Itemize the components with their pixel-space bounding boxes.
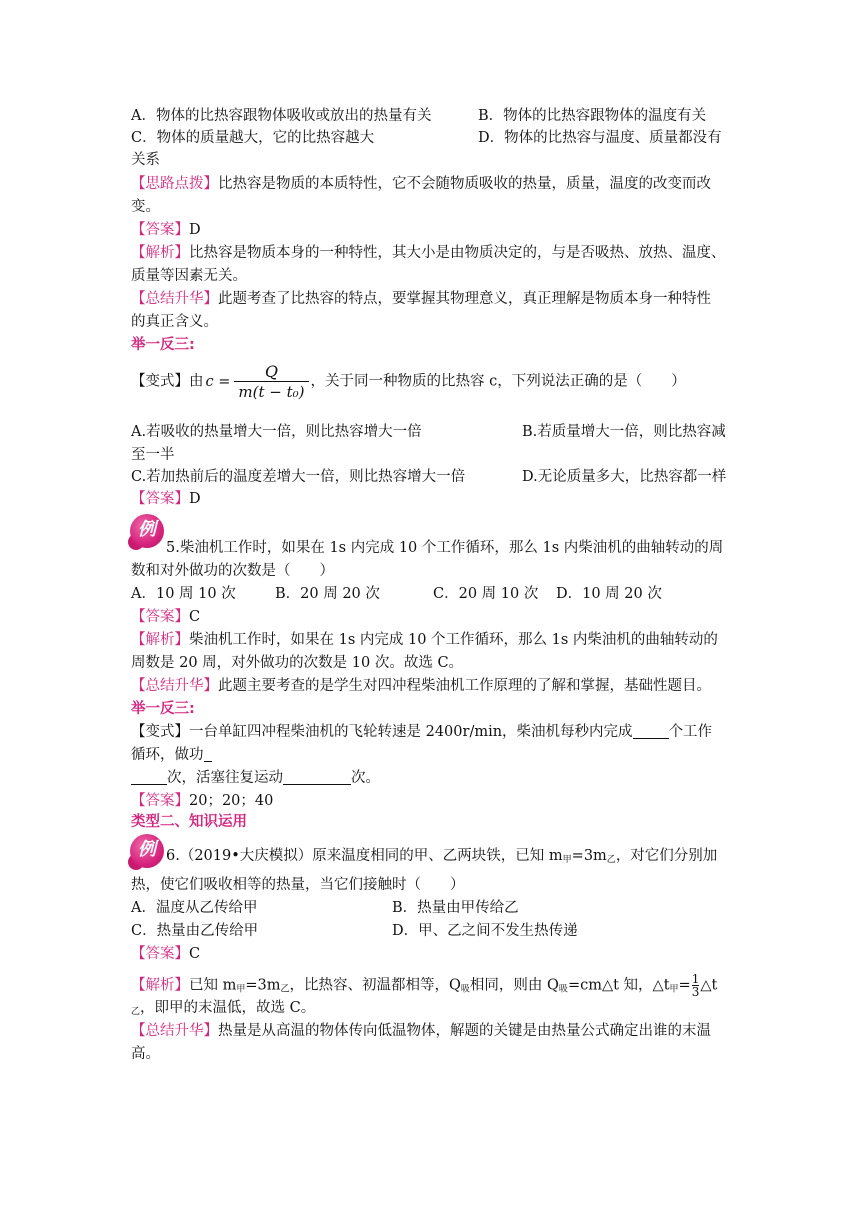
answer-blank[interactable]: [633, 722, 669, 739]
q5-option-a: A．10 周 10 次: [131, 586, 236, 602]
answer-tag: 【答案】: [131, 793, 189, 809]
practice-heading-1: 举一反三:: [131, 337, 195, 353]
answer-blank[interactable]: [283, 768, 351, 785]
variant-tag: 【变式】: [131, 724, 189, 740]
summary-tag: 【总结升华】: [131, 291, 218, 307]
answer-tag: 【答案】: [131, 946, 189, 962]
q4-option-b: B．物体的比热容跟物体的温度有关: [478, 108, 707, 124]
v5-answer: 【答案】20；20；40: [131, 793, 274, 809]
q5-answer: 【答案】C: [131, 609, 201, 625]
q5-option-c: C．20 周 10 次: [433, 586, 539, 602]
v5-stem-cont2: 次，活塞往复运动 次。: [131, 767, 732, 789]
v4-option-d: D.无论质量多大，比热容都一样: [522, 469, 727, 485]
answer-tag: 【答案】: [131, 491, 189, 507]
q6-summary: 【总结升华】热量是从高温的物体传向低温物体，解题的关键是由热量公式确定出谁的末温: [131, 1023, 711, 1039]
answer-tag: 【答案】: [131, 609, 189, 625]
answer-blank[interactable]: [204, 745, 212, 762]
example-badge-icon: 例: [130, 514, 164, 548]
summary-tag: 【总结升华】: [131, 1023, 218, 1039]
q6-option-d: D．甲、乙之间不发生热传递: [392, 923, 578, 939]
q5-option-b: B．20 周 20 次: [275, 586, 380, 602]
q6-analysis: 【解析】已知 $m_甲=3m_乙$，比热容、初温都相等，$Q_吸$相同，则由 $Q_吸=cm\triangle t$ 知，$\triangle t_甲=$ $\frac{1}{3}$ △t: [131, 972, 718, 999]
specific-heat-formula: $\frac{Q}{\text{m(t − t₀)}}$: [234, 362, 308, 401]
one-third-fraction: $\frac{1}{3}$: [691, 972, 700, 999]
q6-stem: 6.（2019•大庆模拟）原来温度相同的甲、乙两块铁，已知 $m_甲=3m_乙$，对它们分别加: [166, 848, 718, 865]
q6-summary-cont: 高。: [131, 1046, 160, 1062]
q4-option-a: A．物体的比热容跟物体吸收或放出的热量有关: [131, 108, 432, 124]
q6-analysis-cont: $_乙$，即甲的末温低，故选 C。: [131, 1000, 316, 1017]
q5-option-d: D．10 周 20 次: [556, 586, 662, 602]
q5-analysis-cont: 周数是 20 周，对外做功的次数是 10 次。故选 C。: [131, 655, 464, 671]
answer-tag: 【答案】: [131, 222, 189, 238]
q5-analysis: 【解析】柴油机工作时，如果在 1s 内完成 10 个工作循环，那么 1s 内柴油机的曲轴转动的: [131, 632, 718, 648]
v4-option-a: A.若吸收的热量增大一倍，则比热容增大一倍: [131, 424, 422, 440]
hint-tag: 【思路点拨】: [131, 176, 218, 192]
analysis-tag: 【解析】: [131, 632, 189, 648]
v4-option-b: B.若质量增大一倍，则比热容减: [522, 424, 726, 440]
q4-option-c: C．物体的质量越大，它的比热容越大: [131, 130, 375, 146]
q4-option-d-cont: 关系: [131, 152, 160, 168]
v4-option-b-cont: 至一半: [131, 447, 175, 463]
q5-stem: 5.柴油机工作时，如果在 1s 内完成 10 个工作循环，那么 1s 内柴油机的曲轴转动的周: [166, 540, 724, 556]
q4-hint-cont: 变。: [131, 199, 160, 215]
v4-option-c: C.若加热前后的温度差增大一倍，则比热容增大一倍: [131, 469, 466, 485]
q4-option-d: D．物体的比热容与温度、质量都没有: [478, 130, 722, 146]
q6-answer: 【答案】C: [131, 946, 201, 962]
q6-option-c: C．热量由乙传给甲: [131, 923, 259, 939]
q4-summary: 【总结升华】此题考查了比热容的特点，要掌握其物理意义，真正理解是物质本身一种特性: [131, 291, 711, 307]
q4-summary-cont: 的真正含义。: [131, 314, 218, 330]
summary-tag: 【总结升华】: [131, 678, 218, 694]
section-heading: 类型二、知识运用: [131, 814, 247, 830]
q4-answer: 【答案】D: [131, 222, 201, 238]
practice-heading-2: 举一反三:: [131, 701, 195, 717]
analysis-tag: 【解析】: [131, 245, 189, 261]
q5-stem-cont: 数和对外做功的次数是（ ）: [131, 563, 334, 579]
variant-tag: 【变式】: [131, 373, 189, 390]
q4-hint: 【思路点拨】比热容是物质的本质特性，它不会随物质吸收的热量，质量，温度的改变而改: [131, 176, 711, 192]
q6-stem-cont: 热，使它们吸收相等的热量，当它们接触时（ ）: [131, 877, 465, 893]
q4-analysis-cont: 质量等因素无关。: [131, 268, 247, 284]
analysis-tag: 【解析】: [131, 977, 189, 994]
q6-option-a: A．温度从乙传给甲: [131, 900, 258, 916]
v4-stem: 【变式】由 c = $\frac{Q}{\text{m(t − t₀)}}$ ，关于同一种物质的比热容 c，下列说法正确的是（ ）: [131, 362, 686, 401]
v5-stem: 【变式】一台单缸四冲程柴油机的飞轮转速是 2400r/min，柴油机每秒内完成 个工作: [131, 724, 713, 740]
q5-summary: 【总结升华】此题主要考查的是学生对四冲程柴油机工作原理的了解和掌握，基础性题目。: [131, 678, 711, 694]
v5-stem-cont: 循环，做功: [131, 744, 732, 766]
q6-option-b: B．热量由甲传给乙: [392, 900, 519, 916]
answer-blank[interactable]: [131, 768, 167, 785]
v4-answer: 【答案】D: [131, 491, 201, 507]
q4-analysis: 【解析】比热容是物质本身的一种特性，其大小是由物质决定的，与是否吸热、放热、温度、: [131, 245, 726, 261]
example-badge-icon: 例: [130, 834, 164, 868]
